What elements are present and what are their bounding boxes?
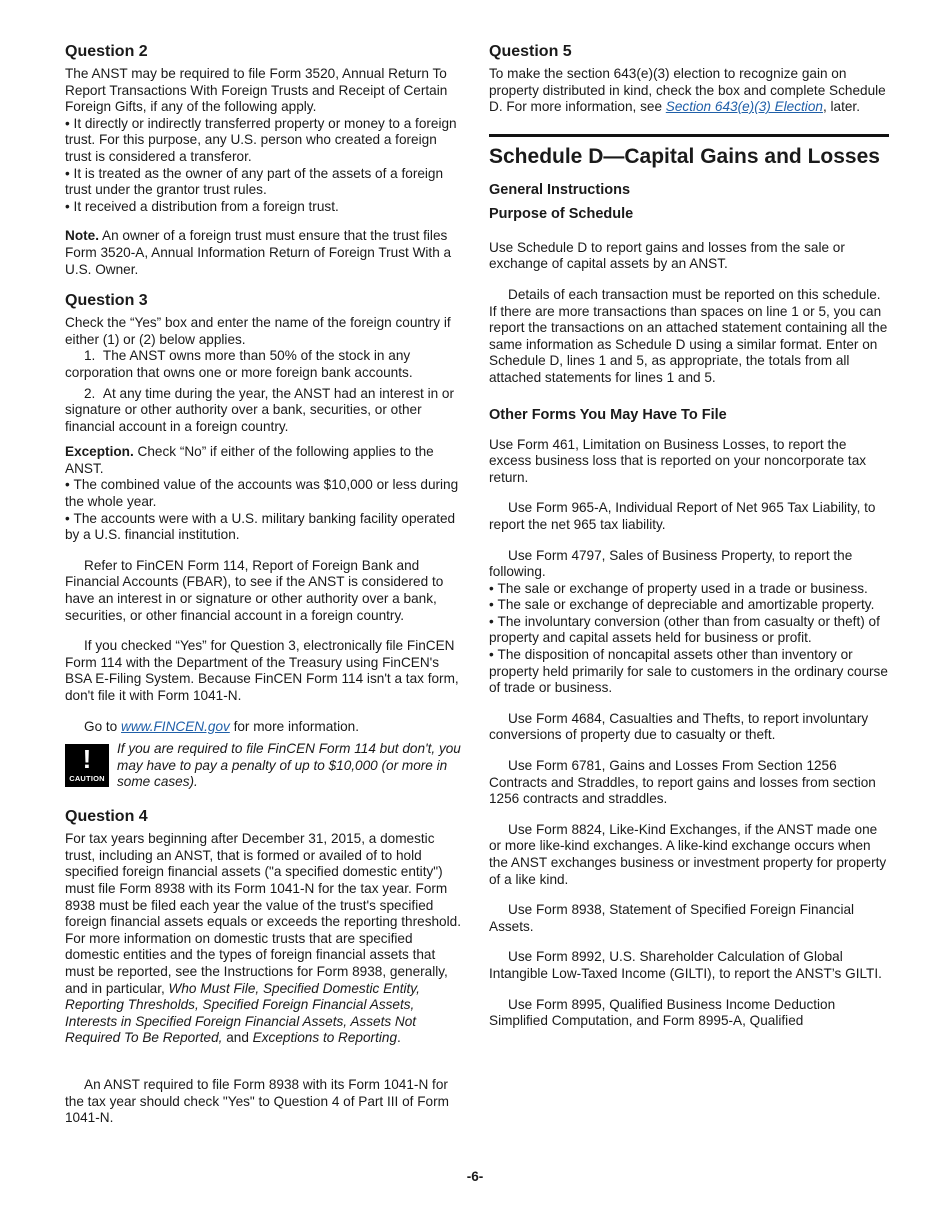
bullet-item: • It is treated as the owner of any part of the assets of a foreign trust under the grantor trust rules. bbox=[65, 166, 465, 199]
bullet-item: • The sale or exchange of depreciable and amortizable property. bbox=[489, 597, 889, 614]
question-5-body bbox=[489, 66, 889, 116]
question-4-body bbox=[65, 831, 465, 1047]
question-3-intro: Check the “Yes” box and enter the name of the foreign country if either (1) or (2) below applies. bbox=[65, 315, 451, 347]
note-label: Note. bbox=[65, 228, 99, 244]
form-8992-paragraph: Use Form 8992, U.S. Shareholder Calculation of Global Intangible Low-Taxed Income (GILTI), to report the ANST’s GILTI. bbox=[489, 949, 882, 981]
bullet-item: • The disposition of noncapital assets other than inventory or property held primarily for sale to customers in the ordinary course of trade or business. bbox=[489, 647, 889, 697]
question-2-heading: Question 2 bbox=[65, 43, 148, 60]
bullet-item: • It received a distribution from a foreign trust. bbox=[65, 199, 465, 216]
fincen-link-paragraph bbox=[65, 719, 465, 736]
bullet-item: • The sale or exchange of property used in a trade or business. bbox=[489, 581, 889, 598]
caution-text: If you are required to file FinCEN Form 114 but don't, you may have to pay a penalty of up to $10,000 (or more in some cases). bbox=[117, 741, 461, 790]
right-column bbox=[489, 42, 889, 1030]
bullet-item: • The involuntary conversion (other than from casualty or theft) of property and capital assets held for business or profit. bbox=[489, 614, 889, 647]
purpose-paragraph-1: Use Schedule D to report gains and losses from the sale or exchange of capital assets by an ANST. bbox=[489, 239, 845, 272]
q4-period: . bbox=[397, 1030, 401, 1046]
caution-label: CAUTION bbox=[69, 774, 105, 784]
form-4797-paragraph: Use Form 4797, Sales of Business Property, to report the following. bbox=[489, 547, 853, 580]
form-8995-paragraph: Use Form 8995, Qualified Business Income Deduction Simplified Computation, and Form 8995-A, Qualified bbox=[489, 996, 836, 1029]
form-965a-paragraph: Use Form 965-A, Individual Report of Net 965 Tax Liability, to report the net 965 tax liability. bbox=[489, 500, 876, 532]
caution-box bbox=[65, 741, 465, 791]
section-divider bbox=[489, 134, 889, 137]
fincen-link[interactable]: www.FINCEN.gov bbox=[121, 718, 230, 734]
fbar-paragraph: Refer to FinCEN Form 114, Report of Foreign Bank and Financial Accounts (FBAR), to see if the ANST is considered to have an interest in or signature or other authority over a bank, securities, or other financial account in a foreign country. bbox=[65, 557, 444, 623]
caution-icon bbox=[65, 744, 109, 787]
exception-text: Check “No” if either of the following applies to the ANST. bbox=[65, 444, 434, 476]
q4-italic-terms: Who Must File, Specified Domestic Entity, Reporting Thresholds, Specified Foreign Financial Assets, Interests in Specified Foreign Financial Assets, Assets Not Required To Be Reported, bbox=[65, 980, 420, 1046]
question-3-item-1: 1. The ANST owns more than 50% of the stock in any corporation that owns one or more foreign bank accounts. bbox=[65, 348, 413, 380]
purpose-paragraph-2: Details of each transaction must be reported on this schedule. If there are more transactions than spaces on line 1 or 5, you can report the transactions on an attached statement containing all the same information as Schedule D using a similar format. Enter on Schedule D, lines 1 and 5, as appropriate, the totals from all attached statements for lines 1 and 5. bbox=[489, 286, 888, 385]
goto-prefix: Go to bbox=[84, 718, 122, 734]
other-forms-heading: Other Forms You May Have To File bbox=[489, 406, 727, 423]
form-461-paragraph: Use Form 461, Limitation on Business Losses, to report the excess business loss that is reported on your noncorporate tax return. bbox=[489, 436, 867, 485]
q5-text: To make the section 643(e)(3) election to recognize gain on property distributed in kind, check the box and complete Schedule D. For more information, see bbox=[489, 66, 886, 115]
note-text: An owner of a foreign trust must ensure that the trust files Form 3520-A, Annual Information Return of Foreign Trust With a U.S. Owner. bbox=[65, 228, 452, 277]
exception-paragraph bbox=[65, 444, 465, 477]
exclamation-icon: ! bbox=[82, 744, 92, 775]
section-643-link[interactable]: Section 643(e)(3) Election bbox=[665, 99, 823, 115]
question-4-heading: Question 4 bbox=[65, 808, 148, 826]
goto-suffix: for more information. bbox=[229, 718, 359, 734]
note-paragraph bbox=[65, 228, 465, 278]
q5-text-end: , later. bbox=[822, 99, 860, 115]
bullet-item: • It directly or indirectly transferred property or money to a foreign trust. For this purpose, any U.S. person who created a foreign trust is considered a transferor. bbox=[65, 116, 465, 166]
schedule-d-title: Schedule D—Capital Gains and Losses bbox=[489, 144, 880, 168]
bullet-item: • The combined value of the accounts was $10,000 or less during the whole year. bbox=[65, 477, 465, 510]
form-8824-paragraph: Use Form 8824, Like-Kind Exchanges, if the ANST made one or more like-kind exchanges. A like-kind exchange occurs when the ANST exchanges business or investment property for property of a like kind. bbox=[489, 821, 887, 887]
bullet-item: • The accounts were with a U.S. military banking facility operated by a U.S. financial institution. bbox=[65, 511, 465, 544]
q4-and: and bbox=[222, 1030, 253, 1046]
form-8938-paragraph: Use Form 8938, Statement of Specified Foreign Financial Assets. bbox=[489, 902, 855, 934]
q4-text: For tax years beginning after December 31, 2015, a domestic trust, including an ANST, that is formed or availed of to hold specified foreign financial assets ("a specified domestic entity") must file Form 8938 with its Form 1041-N for the tax year. Form 8938 must be filed each year the value of the trust's specified foreign financial assets equals or exceeds the reporting threshold. For more information on domestic trusts that are specified domestic entities and the types of foreign financial assets that must be reported, see the Instructions for Form 8938, generally, and in particular, bbox=[65, 831, 461, 996]
question-2-intro: The ANST may be required to file Form 3520, Annual Return To Report Transactions With Foreign Trusts and Receipt of Certain Foreign Gifts, if any of the following apply. bbox=[65, 66, 448, 115]
efile-paragraph: If you checked “Yes” for Question 3, electronically file FinCEN Form 114 with the Department of the Treasury using FinCEN's BSA E-Filing System. Because FinCEN Form 114 isn't a tax form, don't file it with Form 1041-N. bbox=[65, 638, 459, 703]
left-column bbox=[65, 42, 465, 1127]
question-3-heading: Question 3 bbox=[65, 292, 148, 310]
general-instructions-heading: General Instructions bbox=[489, 181, 631, 198]
form-6781-paragraph: Use Form 6781, Gains and Losses From Section 1256 Contracts and Straddles, to report gains and losses from section 1256 contracts and straddles. bbox=[489, 758, 876, 807]
q4-italic-exceptions: Exceptions to Reporting bbox=[252, 1030, 397, 1046]
purpose-heading: Purpose of Schedule bbox=[489, 205, 634, 222]
question-3-item-2: 2. At any time during the year, the ANST had an interest in or signature or other authority over a bank, securities, or other financial account in a foreign country. bbox=[65, 385, 455, 434]
question-5-heading: Question 5 bbox=[489, 43, 572, 60]
exception-label: Exception. bbox=[65, 444, 134, 460]
form-4684-paragraph: Use Form 4684, Casualties and Thefts, to report involuntary conversions of property due to casualty or theft. bbox=[489, 710, 869, 743]
question-4-para-2: An ANST required to file Form 8938 with its Form 1041-N for the tax year should check "Yes" to Question 4 of Part III of Form 1041-N. bbox=[65, 1076, 449, 1126]
page-number: -6- bbox=[466, 1169, 484, 1184]
